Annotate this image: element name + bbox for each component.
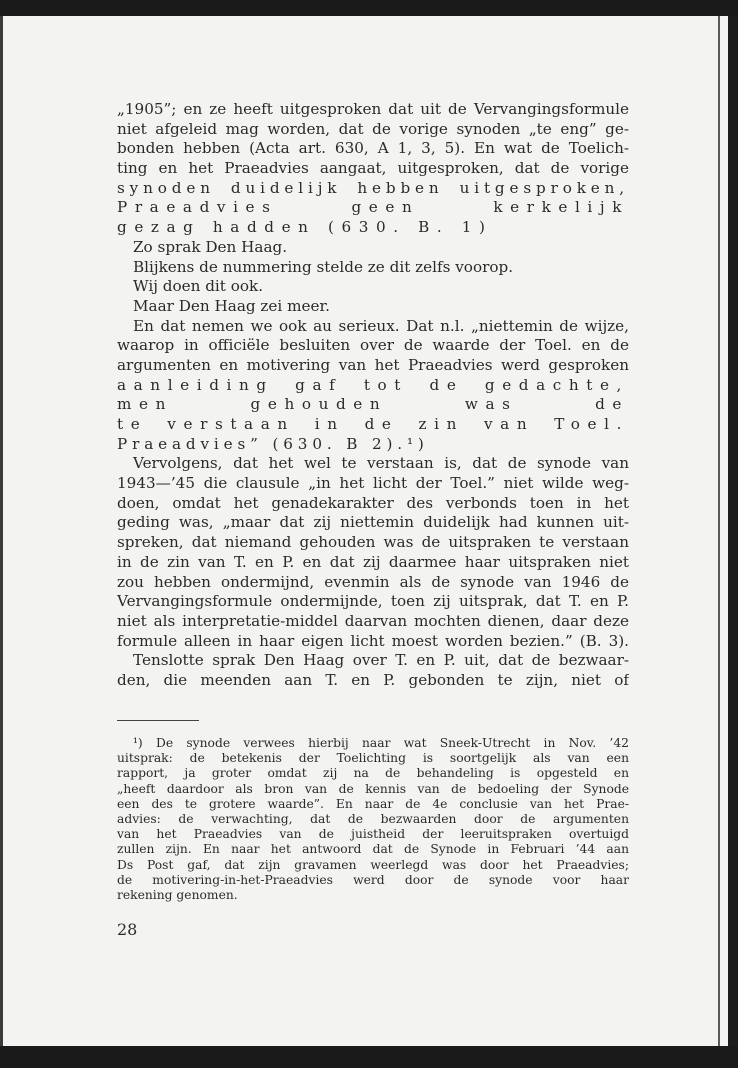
footnote (117, 736, 629, 903)
text-line: Tenslotte sprak Den Haag over T. en P. uit, dat de bezwaar- (133, 651, 629, 670)
text-line: Vervolgens, dat het wel te verstaan is, dat de synode van (133, 454, 629, 473)
scan-border-bottom (0, 1046, 738, 1068)
scan-border-top (0, 0, 738, 16)
main-text (117, 100, 629, 691)
text-line: in de zin van T. en P. en dat zij daarmee haar uitspraken niet (117, 552, 629, 571)
text-line: argumenten en motivering van het Praeadvies werd gesproken (117, 355, 629, 374)
text-line: En dat nemen we ook au serieux. Dat n.l. „niettemin de wijze, (133, 316, 629, 335)
footnote-line: de motivering-in-het-Praeadvies werd door de synode voor haar (117, 872, 629, 887)
scan-border-left (0, 16, 3, 1046)
text-line: Zo sprak Den Haag. (133, 237, 288, 256)
text-line: zou hebben ondermijnd, evenmin als de synode van 1946 de (117, 572, 629, 591)
text-line: gezag hadden (630. B. 1) (117, 218, 493, 237)
text-line: 1943—’45 die clausule „in het licht der Toel.” niet wilde weg- (117, 474, 629, 493)
footnote-line: rekening genomen. (117, 887, 238, 902)
text-line: waarop in officiële besluiten over de waarde der Toel. en de (117, 336, 629, 355)
text-line: Maar Den Haag zei meer. (133, 296, 330, 315)
text-line: Praeadvies” (630. B 2).¹) (117, 434, 429, 453)
text-line: niet als interpretatie-middel daarvan mochten dienen, daar deze (117, 611, 629, 630)
footnote-divider (117, 720, 199, 721)
text-line: Blijkens de nummering stelde ze dit zelfs voorop. (133, 257, 514, 276)
text-line: synoden duidelijk hebben uitgesproken, (117, 178, 629, 197)
footnote-line: een des te grotere waarde”. En naar de 4e conclusie van het Prae- (117, 796, 629, 811)
text-line: Wij doen dit ook. (133, 277, 264, 296)
text-line: den, die meenden aan T. en P. gebonden te zijn, niet of (117, 670, 629, 689)
footnote-line: advies: de verwachting, dat de bezwaarden door de argumenten (117, 811, 629, 826)
text-line: men gehouden was de (117, 395, 629, 414)
footnote-line: ¹) De synode verwees hierbij naar wat Sneek-Utrecht in Nov. ’42 (133, 736, 629, 750)
text-line: Vervangingsformule ondermijnde, toen zij uitsprak, dat T. en P. (117, 592, 629, 611)
text-line: geding was, „maar dat zij niettemin duidelijk had kunnen uit- (117, 513, 629, 532)
text-line: spreken, dat niemand gehouden was de uitspraken te verstaan (117, 533, 629, 552)
text-line: ting en het Praeadvies aangaat, uitgesproken, dat de vorige (117, 159, 629, 178)
text-line: formule alleen in haar eigen licht moest worden bezien.” (B. 3). (117, 631, 629, 650)
footnote-line: Ds Post gaf, dat zijn gravamen weerlegd was door het Praeadvies; (117, 857, 629, 872)
footnote-line: van het Praeadvies van de juistheid der leeruitspraken overtuigd (117, 827, 629, 842)
text-line: bonden hebben (Acta art. 630, A 1, 3, 5). En wat de Toelich- (117, 139, 629, 158)
footnote-line: rapport, ja groter omdat zij na de behandeling is opgesteld en (117, 766, 629, 781)
text-line: niet afgeleid mag worden, dat de vorige synoden „te eng” ge- (117, 119, 629, 138)
scan-page-edge (718, 16, 720, 1068)
text-line: doen, omdat het genadekarakter des verbonds toen in het (117, 493, 629, 512)
scan-border-right (728, 16, 738, 1068)
page-number: 28 (117, 920, 138, 939)
text-line: Praeadvies geen kerkelijk (117, 198, 629, 217)
footnote-line: uitsprak: de betekenis der Toelichting is soortgelijk als van een (117, 751, 629, 766)
text-line: aanleiding gaf tot de gedachte, (117, 375, 629, 394)
footnote-line: „heeft daardoor als bron van de kennis van de bedoeling der Synode (117, 781, 629, 796)
footnote-line: zullen zijn. En naar het antwoord dat de Synode in Februari ’44 aan (117, 842, 629, 857)
text-line: te verstaan in de zin van Toel. (117, 415, 629, 433)
text-line: „1905”; en ze heeft uitgesproken dat uit de Vervangingsformule (117, 100, 629, 118)
